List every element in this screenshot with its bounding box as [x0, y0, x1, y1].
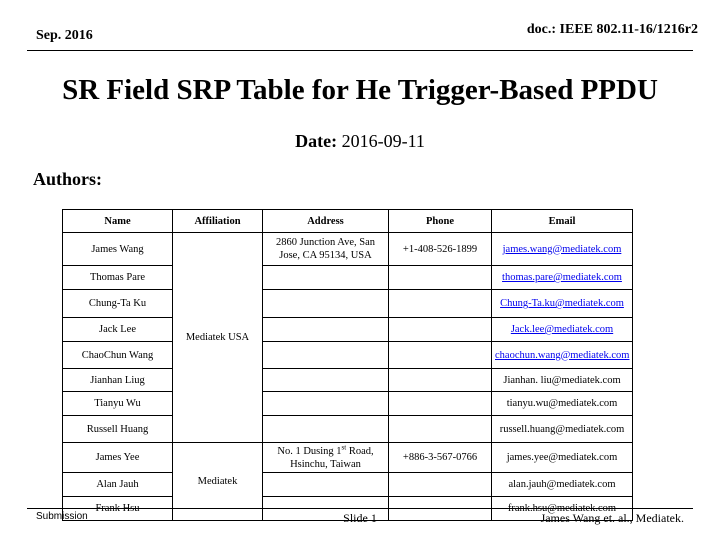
table-row — [63, 473, 633, 497]
header-email: Email — [492, 210, 633, 233]
email-cell: alan.jauh@mediatek.com — [492, 473, 633, 497]
email-link[interactable]: Chung-Ta.ku@mediatek.com — [500, 298, 624, 309]
email-cell — [492, 290, 633, 318]
email-cell: russell.huang@mediatek.com — [492, 416, 633, 443]
author-name: Frank Hsu — [63, 497, 173, 521]
table-row — [63, 443, 633, 473]
header-affiliation: Affiliation — [173, 210, 263, 233]
address-cell — [263, 290, 389, 318]
table-row — [63, 318, 633, 342]
date-value: 2016-09-11 — [341, 131, 425, 151]
table-row — [63, 342, 633, 369]
phone-cell — [389, 290, 492, 318]
footer-slide-number: Slide 1 — [343, 511, 377, 525]
table-header-row — [63, 210, 633, 233]
email-link[interactable]: james.wang@mediatek.com — [502, 243, 622, 255]
address-cell — [263, 443, 389, 473]
author-name: James Wang — [63, 233, 173, 266]
author-name: Alan Jauh — [63, 473, 173, 497]
email-cell — [492, 342, 633, 369]
footer-rule — [27, 508, 693, 509]
header-doc-id: doc.: IEEE 802.11-16/1216r2 — [526, 22, 698, 37]
address-cell — [263, 369, 389, 392]
address-cell: 2860 Junction Ave, San Jose, CA 95134, USA — [263, 233, 389, 266]
table-row — [63, 266, 633, 290]
address-cell — [263, 473, 389, 497]
email-cell: frank.hsu@mediatek.com — [492, 497, 633, 521]
table-row — [63, 233, 633, 266]
authors-table — [62, 209, 633, 521]
header-date: Sep. 2016 — [36, 28, 93, 43]
author-name: Tianyu Wu — [63, 392, 173, 416]
footer-author: James Wang et. al., Mediatek. — [540, 511, 684, 525]
author-name: Thomas Pare — [63, 266, 173, 290]
email-cell: james.yee@mediatek.com — [492, 443, 633, 473]
author-name: Jianhan Liug — [63, 369, 173, 392]
author-name: Jack Lee — [63, 318, 173, 342]
table-row — [63, 392, 633, 416]
email-cell — [492, 233, 633, 266]
author-name: Chung-Ta Ku — [63, 290, 173, 318]
author-name: James Yee — [63, 443, 173, 473]
address-cell — [263, 266, 389, 290]
phone-cell: +1-408-526-1899 — [389, 233, 492, 266]
address-text-pre: No. 1 Dusing 1 — [277, 445, 342, 457]
date-label: Date: — [295, 131, 338, 151]
address-cell — [263, 392, 389, 416]
address-superscript: st — [341, 443, 347, 451]
email-cell — [492, 266, 633, 290]
email-link[interactable]: Jack.lee@mediatek.com — [510, 324, 614, 335]
header-name: Name — [63, 210, 173, 233]
address-text-post: Road, Hsinchu, Taiwan — [290, 445, 374, 470]
table-row — [63, 416, 633, 443]
email-cell: Jianhan. liu@mediatek.com — [492, 369, 633, 392]
author-name: Russell Huang — [63, 416, 173, 443]
author-name: ChaoChun Wang — [63, 342, 173, 369]
phone-cell — [389, 266, 492, 290]
email-link[interactable]: thomas.pare@mediatek.com — [502, 272, 622, 283]
authors-heading: Authors: — [33, 169, 103, 189]
date-line — [0, 131, 720, 152]
footer-submission: Submission — [36, 511, 88, 522]
table-row — [63, 369, 633, 392]
slide-title: SR Field SRP Table for He Trigger-Based PPDU — [62, 74, 658, 106]
email-link[interactable]: chaochun.wang@mediatek.com — [495, 349, 630, 361]
phone-cell — [389, 318, 492, 342]
phone-cell — [389, 342, 492, 369]
header-phone: Phone — [389, 210, 492, 233]
affiliation-cell: Mediatek — [173, 443, 263, 521]
address-cell — [263, 318, 389, 342]
header-rule — [27, 50, 693, 51]
phone-cell — [389, 369, 492, 392]
affiliation-cell: Mediatek USA — [173, 233, 263, 443]
phone-cell: +886-3-567-0766 — [389, 443, 492, 473]
email-cell: tianyu.wu@mediatek.com — [492, 392, 633, 416]
address-cell — [263, 416, 389, 443]
header-address: Address — [263, 210, 389, 233]
phone-cell — [389, 473, 492, 497]
address-cell — [263, 342, 389, 369]
email-cell — [492, 318, 633, 342]
table-row — [63, 290, 633, 318]
phone-cell — [389, 416, 492, 443]
phone-cell — [389, 392, 492, 416]
